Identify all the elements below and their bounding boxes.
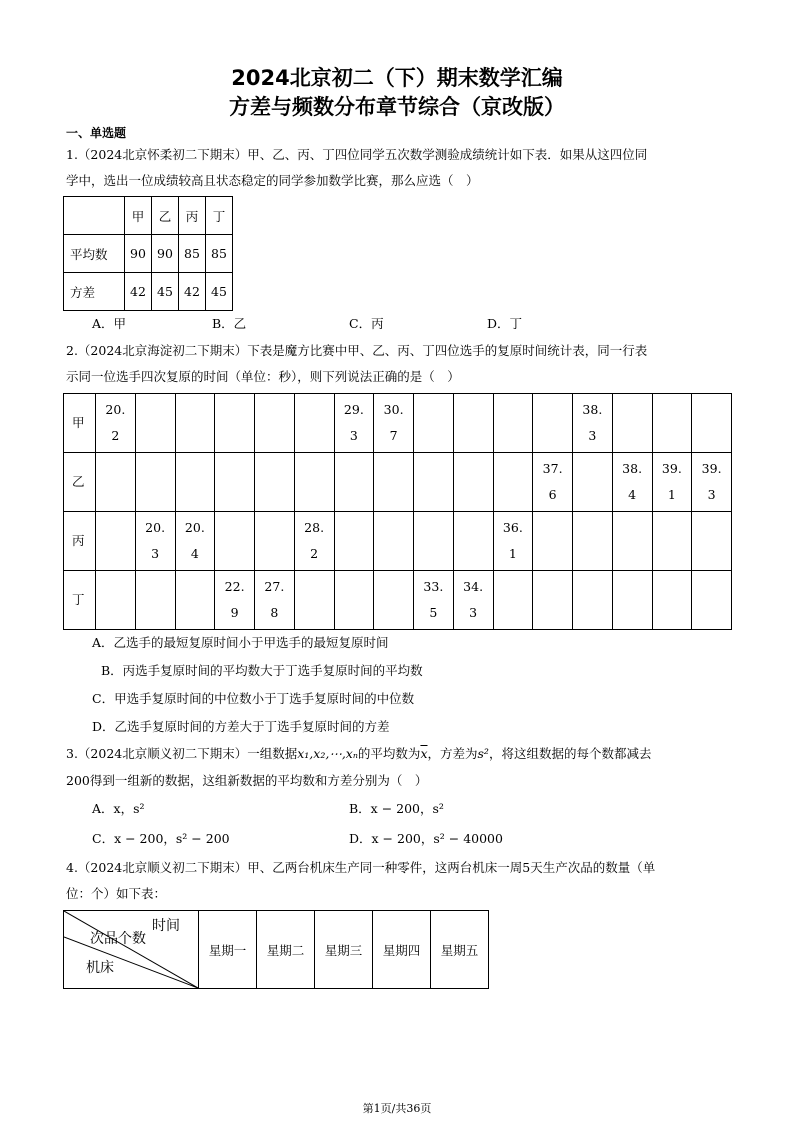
q2-cell xyxy=(652,571,692,630)
q2-cell: 34. 3 xyxy=(453,571,493,630)
q2-cell: 36. 1 xyxy=(493,512,533,571)
q3-option-b: B．x − 200，s² xyxy=(349,801,444,816)
q2-cell: 20. 4 xyxy=(175,512,215,571)
q2-cell: 38. 4 xyxy=(612,453,652,512)
q4-corner-bottom: 机床 xyxy=(86,960,114,976)
q2-cell xyxy=(692,571,732,630)
q2-option-d: D．乙选手复原时间的方差大于丁选手复原时间的方差 xyxy=(92,719,390,734)
q2-cell xyxy=(533,512,573,571)
q2-cell xyxy=(374,453,414,512)
q2-cell: 38. 3 xyxy=(573,394,613,453)
q2-table-row xyxy=(64,512,732,571)
q4-day-header: 星期五 xyxy=(431,911,489,989)
q4-day-header: 星期四 xyxy=(373,911,431,989)
q1-row-label: 平均数 xyxy=(64,235,125,273)
q2-cell xyxy=(692,512,732,571)
q2-cell xyxy=(414,512,454,571)
q2-cell xyxy=(334,453,374,512)
q1-option-b: B．乙 xyxy=(212,316,247,331)
q1-cell: 45 xyxy=(152,273,179,311)
q3-option-d: D．x − 200，s² − 40000 xyxy=(349,831,503,846)
q2-cell xyxy=(533,394,573,453)
q2-cell xyxy=(175,571,215,630)
q2-cell xyxy=(135,394,175,453)
q4-corner-middle: 次品个数 xyxy=(90,931,146,947)
q2-cell xyxy=(453,512,493,571)
q3-text-line-1 xyxy=(66,744,651,762)
q4-table xyxy=(63,910,489,989)
page-footer: 第1页/共36页 xyxy=(362,1102,432,1115)
q2-cell xyxy=(692,394,732,453)
q2-text-line-1: 2.（2024北京海淀初二下期末）下表是魔方比赛中甲、乙、丙、丁四位选手的复原时间统计表，同一行表 xyxy=(66,343,648,358)
q3-option-c: C．x − 200，s² − 200 xyxy=(92,831,230,846)
q2-cell xyxy=(334,571,374,630)
q2-cell xyxy=(294,571,334,630)
q2-cell xyxy=(652,512,692,571)
q2-cell xyxy=(612,512,652,571)
q1-option-d: D．丁 xyxy=(487,316,523,331)
q2-row-label: 丁 xyxy=(64,571,96,630)
q4-text-line-2: 位：个）如下表： xyxy=(66,886,167,901)
q2-cell xyxy=(96,453,136,512)
title-line-2: 方差与频数分布章节综合（京改版） xyxy=(229,95,565,119)
q2-cell xyxy=(493,571,533,630)
q3-text-b: 的平均数为 xyxy=(357,746,421,761)
q2-cell xyxy=(135,453,175,512)
q2-cell: 33. 5 xyxy=(414,571,454,630)
q1-text-line-1: 1.（2024北京怀柔初二下期末）甲、乙、丙、丁四位同学五次数学测验成绩统计如下表．如果从这四位同 xyxy=(66,147,648,162)
q2-cell xyxy=(255,512,295,571)
q1-cell: 85 xyxy=(206,235,233,273)
q1-row-label: 方差 xyxy=(64,273,125,311)
q2-cell xyxy=(255,394,295,453)
q1-header-blank xyxy=(64,197,125,235)
q2-cell xyxy=(135,571,175,630)
q1-header: 丁 xyxy=(206,197,233,235)
q3-text-line-2: 200得到一组新的数据，这组新数据的平均数和方差分别为（ ） xyxy=(66,773,428,788)
q2-table xyxy=(63,393,732,630)
q3-data-vars: x₁,x₂,⋯,xₙ xyxy=(297,746,358,761)
q3-text-a: 3.（2024北京顺义初二下期末）一组数据 xyxy=(66,746,298,761)
q1-cell: 85 xyxy=(179,235,206,273)
q2-cell xyxy=(215,512,255,571)
q2-cell: 29. 3 xyxy=(334,394,374,453)
q2-cell: 30. 7 xyxy=(374,394,414,453)
q2-cell xyxy=(414,394,454,453)
q2-option-b: B．丙选手复原时间的平均数大于丁选手复原时间的平均数 xyxy=(101,663,423,678)
q2-option-c: C．甲选手复原时间的中位数小于丁选手复原时间的中位数 xyxy=(92,691,415,706)
q2-cell xyxy=(215,394,255,453)
q3-variance-symbol: s² xyxy=(477,746,489,761)
q2-cell: 22. 9 xyxy=(215,571,255,630)
q2-cell xyxy=(493,453,533,512)
q1-table xyxy=(63,196,233,311)
q2-cell xyxy=(652,394,692,453)
q2-row-label: 甲 xyxy=(64,394,96,453)
q1-cell: 90 xyxy=(125,235,152,273)
q2-cell: 28. 2 xyxy=(294,512,334,571)
q4-text-line-1: 4.（2024北京顺义初二下期末）甲、乙两台机床生产同一种零件，这两台机床一周5天生产次品的数量（单 xyxy=(66,860,656,875)
q2-cell xyxy=(334,512,374,571)
q1-cell: 42 xyxy=(125,273,152,311)
q2-cell: 37. 6 xyxy=(533,453,573,512)
q1-cell: 42 xyxy=(179,273,206,311)
q1-header: 丙 xyxy=(179,197,206,235)
q2-cell xyxy=(374,512,414,571)
q2-cell xyxy=(453,394,493,453)
q2-cell xyxy=(573,571,613,630)
q2-cell xyxy=(215,453,255,512)
q4-day-header: 星期一 xyxy=(199,911,257,989)
q2-cell xyxy=(374,571,414,630)
q2-row-label: 丙 xyxy=(64,512,96,571)
q2-cell xyxy=(414,453,454,512)
q1-header: 乙 xyxy=(152,197,179,235)
q2-cell xyxy=(294,394,334,453)
q2-cell xyxy=(612,394,652,453)
q1-header: 甲 xyxy=(125,197,152,235)
q1-cell: 90 xyxy=(152,235,179,273)
q4-corner-cell xyxy=(64,911,199,989)
q2-cell xyxy=(612,571,652,630)
q2-cell xyxy=(573,512,613,571)
q2-option-a: A．乙选手的最短复原时间小于甲选手的最短复原时间 xyxy=(92,635,389,650)
q4-day-header: 星期二 xyxy=(257,911,315,989)
q2-cell xyxy=(573,453,613,512)
section-heading: 一、单选题 xyxy=(66,126,127,140)
q2-cell: 27. 8 xyxy=(255,571,295,630)
title-line-1: 2024北京初二（下）期末数学汇编 xyxy=(231,66,563,90)
q2-cell xyxy=(493,394,533,453)
q2-cell xyxy=(453,453,493,512)
q1-text-line-2: 学中，选出一位成绩较高且状态稳定的同学参加数学比赛，那么应选（ ） xyxy=(66,173,479,188)
q2-cell xyxy=(96,512,136,571)
q2-cell: 39. 1 xyxy=(652,453,692,512)
q2-cell: 20. 2 xyxy=(96,394,136,453)
q1-cell: 45 xyxy=(206,273,233,311)
q3-option-a: A．x，s² xyxy=(92,801,145,816)
q3-mean-symbol: $\overline{x}$ xyxy=(420,746,428,761)
q2-table-row xyxy=(64,394,732,453)
q2-cell xyxy=(175,394,215,453)
q3-text-c: ，方差为 xyxy=(427,746,478,761)
q2-table-row xyxy=(64,453,732,512)
q2-cell xyxy=(96,571,136,630)
q1-option-c: C．丙 xyxy=(349,316,384,331)
q4-corner-top: 时间 xyxy=(152,918,180,934)
q3-text-d: ，将这组数据的每个数都减去 xyxy=(488,746,652,761)
q2-cell xyxy=(255,453,295,512)
q2-table-row xyxy=(64,571,732,630)
q4-day-header: 星期三 xyxy=(315,911,373,989)
q2-cell xyxy=(175,453,215,512)
q2-cell: 39. 3 xyxy=(692,453,732,512)
q2-cell xyxy=(533,571,573,630)
q2-text-line-2: 示同一位选手四次复原的时间（单位：秒），则下列说法正确的是（ ） xyxy=(66,369,460,384)
q2-cell: 20. 3 xyxy=(135,512,175,571)
q2-row-label: 乙 xyxy=(64,453,96,512)
q2-cell xyxy=(294,453,334,512)
q1-option-a: A．甲 xyxy=(92,316,127,331)
